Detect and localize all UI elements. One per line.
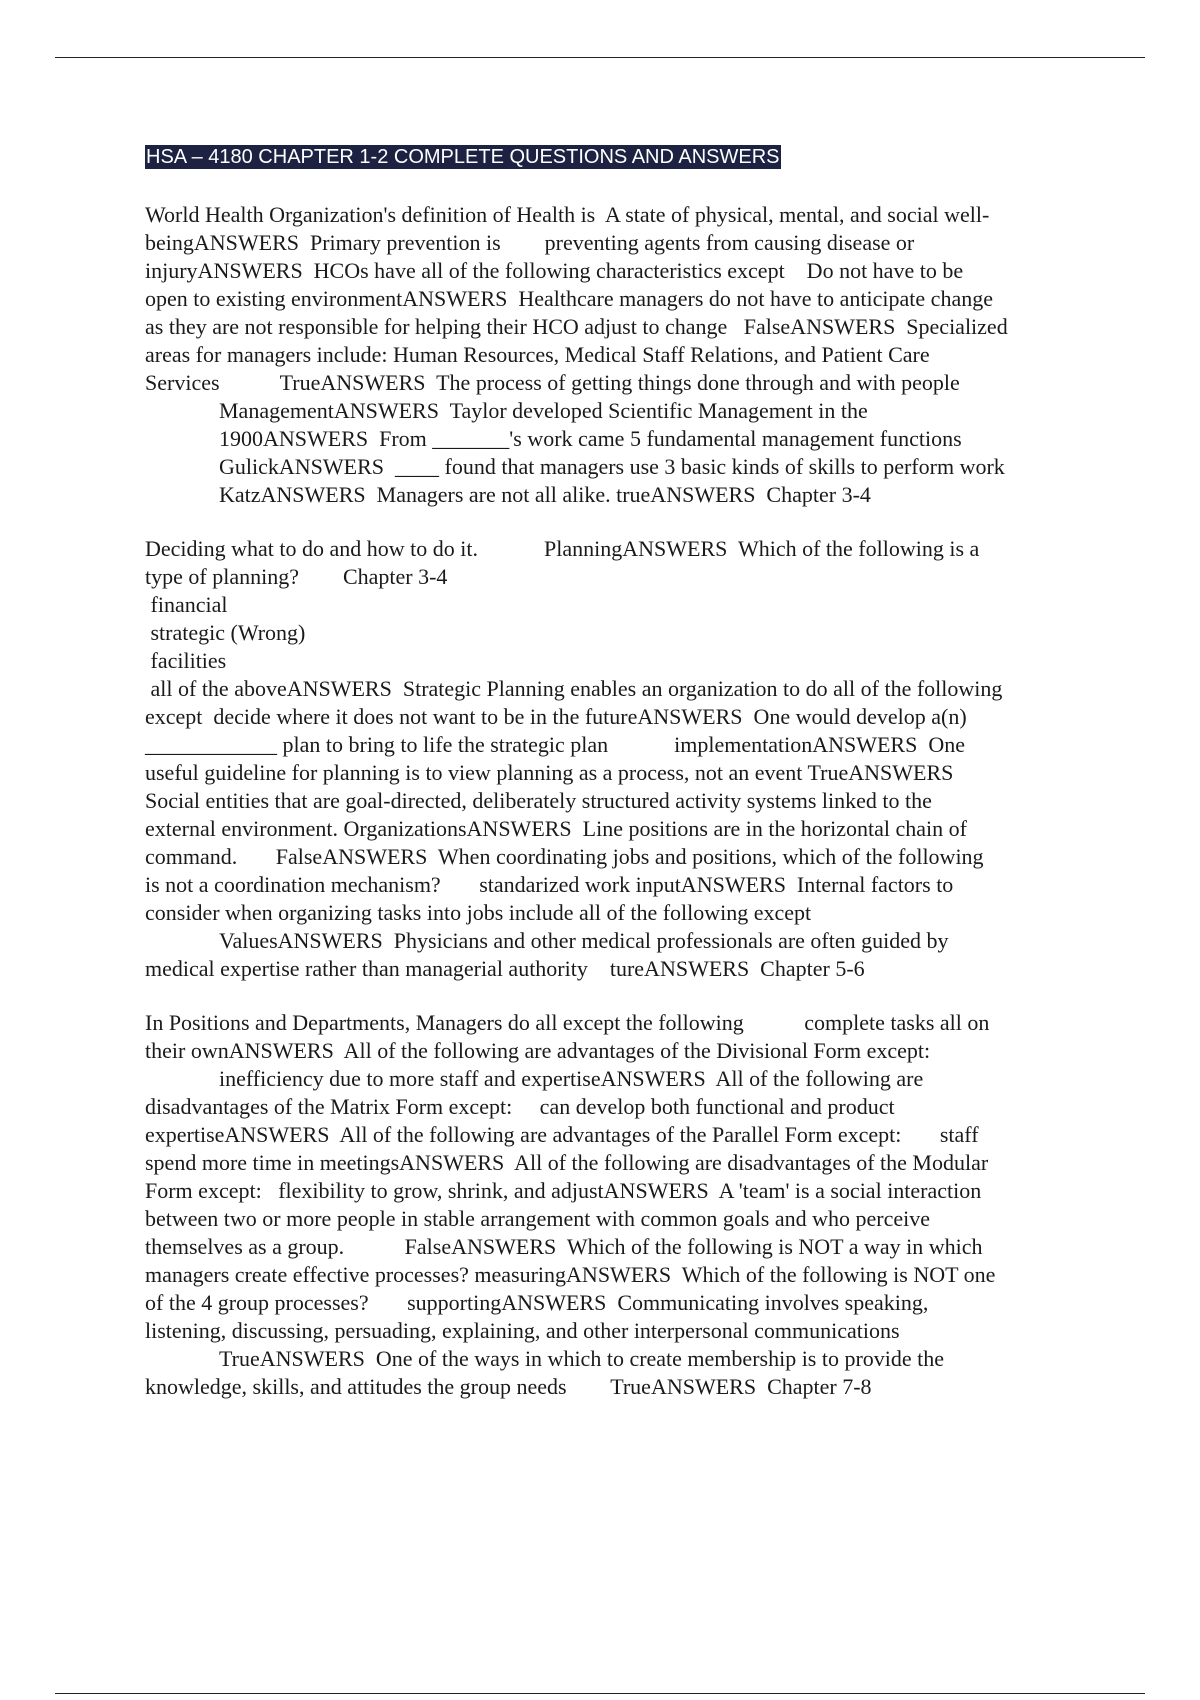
- text-line: ManagementANSWERS Taylor developed Scientific Management in the: [219, 398, 868, 423]
- text-line: expertiseANSWERS All of the following are advantages of the Parallel Form except: staff: [145, 1122, 979, 1147]
- paragraph: [145, 535, 1095, 983]
- text-line: 1900ANSWERS From _______'s work came 5 fundamental management functions: [219, 426, 962, 451]
- text-line: consider when organizing tasks into jobs include all of the following except: [145, 900, 812, 925]
- text-line: disadvantages of the Matrix Form except: can develop both functional and product: [145, 1094, 895, 1119]
- top-rule: [55, 57, 1145, 58]
- text-line: injuryANSWERS HCOs have all of the following characteristics except Do not have to be: [145, 258, 964, 283]
- text-line: spend more time in meetingsANSWERS All of the following are disadvantages of the Modular: [145, 1150, 989, 1175]
- text-line: Form except: flexibility to grow, shrink, and adjustANSWERS A 'team' is a social interaction: [145, 1178, 982, 1203]
- text-line: open to existing environmentANSWERS Healthcare managers do not have to anticipate change: [145, 286, 993, 311]
- text-line: GulickANSWERS ____ found that managers use 3 basic kinds of skills to perform work: [219, 454, 1005, 479]
- text-line: type of planning? Chapter 3-4: [145, 564, 448, 589]
- text-line: KatzANSWERS Managers are not all alike. trueANSWERS Chapter 3-4: [219, 482, 871, 507]
- text-line: managers create effective processes? measuringANSWERS Which of the following is NOT one: [145, 1262, 996, 1287]
- bottom-rule: [55, 1693, 1145, 1694]
- text-line: inefficiency due to more staff and expertiseANSWERS All of the following are: [219, 1066, 924, 1091]
- text-line: as they are not responsible for helping their HCO adjust to change FalseANSWERS Specialized: [145, 314, 1008, 339]
- paragraph: [145, 1009, 1095, 1401]
- text-line: between two or more people in stable arrangement with common goals and who perceive: [145, 1206, 931, 1231]
- paragraphs-container: [145, 201, 1095, 1401]
- text-line: strategic (Wrong): [145, 620, 306, 645]
- text-line: beingANSWERS Primary prevention is preventing agents from causing disease or: [145, 230, 915, 255]
- text-line: Deciding what to do and how to do it. PlanningANSWERS Which of the following is a: [145, 536, 980, 561]
- text-line: useful guideline for planning is to view planning as a process, not an event TrueANSWERS: [145, 760, 954, 785]
- paragraph: [145, 201, 1095, 509]
- text-line: listening, discussing, persuading, explaining, and other interpersonal communications: [145, 1318, 900, 1343]
- text-line: except decide where it does not want to be in the futureANSWERS One would develop a(n): [145, 704, 967, 729]
- text-line: of the 4 group processes? supportingANSWERS Communicating involves speaking,: [145, 1290, 929, 1315]
- text-line: areas for managers include: Human Resources, Medical Staff Relations, and Patient Care: [145, 342, 930, 367]
- text-line: facilities: [145, 648, 227, 673]
- text-line: Services TrueANSWERS The process of getting things done through and with people: [145, 370, 960, 395]
- text-line: TrueANSWERS One of the ways in which to create membership is to provide the: [219, 1346, 945, 1371]
- document-title: HSA – 4180 CHAPTER 1-2 COMPLETE QUESTIONS AND ANSWERS: [146, 146, 780, 168]
- text-line: is not a coordination mechanism? standarized work inputANSWERS Internal factors to: [145, 872, 954, 897]
- text-line: medical expertise rather than managerial authority tureANSWERS Chapter 5-6: [145, 956, 865, 981]
- text-line: all of the aboveANSWERS Strategic Planning enables an organization to do all of the following: [145, 676, 1003, 701]
- text-line: World Health Organization's definition of Health is A state of physical, mental, and social well-: [145, 202, 990, 227]
- text-line: knowledge, skills, and attitudes the group needs TrueANSWERS Chapter 7-8: [145, 1374, 872, 1399]
- text-line: In Positions and Departments, Managers do all except the following complete tasks all on: [145, 1010, 990, 1035]
- text-line: command. FalseANSWERS When coordinating jobs and positions, which of the following: [145, 844, 984, 869]
- text-line: ValuesANSWERS Physicians and other medical professionals are often guided by: [219, 928, 949, 953]
- document-body: [145, 145, 1095, 1427]
- text-line: ____________ plan to bring to life the strategic plan implementationANSWERS One: [145, 732, 965, 757]
- text-line: Social entities that are goal-directed, deliberately structured activity systems linked to the: [145, 788, 932, 813]
- text-line: their ownANSWERS All of the following are advantages of the Divisional Form except:: [145, 1038, 931, 1063]
- text-line: themselves as a group. FalseANSWERS Which of the following is NOT a way in which: [145, 1234, 983, 1259]
- text-line: financial: [145, 592, 228, 617]
- text-line: external environment. OrganizationsANSWERS Line positions are in the horizontal chain of: [145, 816, 967, 841]
